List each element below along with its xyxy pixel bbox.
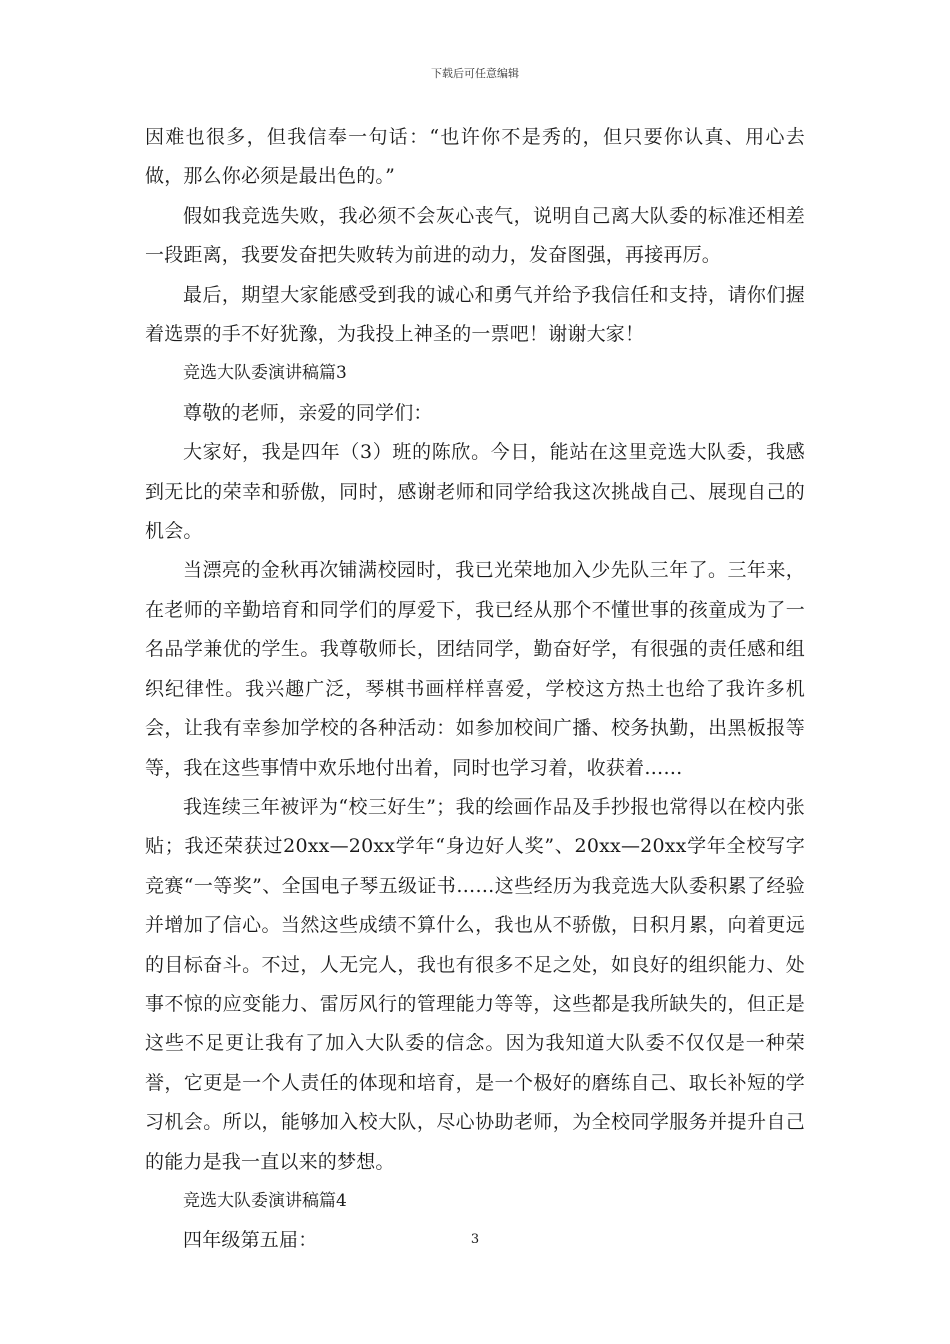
paragraph-introduction: 大家好，我是四年（3）班的陈欣。今日，能站在这里竞选大队委，我感到无比的荣幸和骄傲，同时，感谢老师和同学给我这次挑战自己、展现自己的机会。 [145,441,805,543]
section-heading-3: 竞选大队委演讲稿篇3 [183,363,347,384]
section-subtitle: 四年级第五届： [183,1229,318,1252]
section-heading-4: 竞选大队委演讲稿篇4 [183,1190,347,1211]
salutation: 尊敬的老师，亲爱的同学们： [183,401,433,424]
paragraph-continuation: 因难也很多，但我信奉一句话：“也许你不是秀的，但只要你认真、用心去做，那么你必须是最出色的。” [145,126,805,188]
header-note: 下载后可任意编辑 [431,67,519,80]
document-body [145,118,805,1261]
paragraph-closing: 最后，期望大家能感受到我的诚心和勇气并给予我信任和支持，请你们握着选票的手不好犹豫，为我投上神圣的一票吧！谢谢大家！ [145,283,805,346]
paragraph-experience: 当漂亮的金秋再次铺满校园时，我已光荣地加入少先队三年了。三年来，在老师的辛勤培育和同学们的厚爱下，我已经从那个不懂世事的孩童成为了一名品学兼优的学生。我尊敬师长，团结同学，勤奋好学，有很强的责任感和组织纪律性。我兴趣广泛，琴棋书画样样喜爱，学校这方热土也给了我许多机会，让我有幸参加学校的各种活动：如参加校间广播、校务执勤，出黑板报等等，我在这些事情中欢乐地付出着，同时也学习着，收获着…… [145,559,805,779]
paragraph-achievements: 我连续三年被评为“校三好生”；我的绘画作品及手抄报也常得以在校内张贴；我还荣获过20xx—20xx学年“身边好人奖”、20xx—20xx学年全校写字竞赛“一等奖”、全国电子琴五级证书……这些经历为我竞选大队委积累了经验并增加了信心。当然这些成绩不算什么，我也从不骄傲，日积月累，向着更远的目标奋斗。不过，人无完人，我也有很多不足之处，如良好的组织能力、处事不惊的应变能力、雷厉风行的管理能力等等，这些都是我所缺失的，但正是这些不足更让我有了加入大队委的信念。因为我知道大队委不仅仅是一种荣誉，它更是一个人责任的体现和培育，是一个极好的磨练自己、取长补短的学习机会。所以，能够加入校大队，尽心协助老师，为全校同学服务并提升自己的能力是我一直以来的梦想。 [145,795,805,1173]
page-number: 3 [470,1232,480,1247]
paragraph-failure: 假如我竞选失败，我必须不会灰心丧气，说明自己离大队委的标准还相差一段距离，我要发奋把失败转为前进的动力，发奋图强，再接再厉。 [145,204,805,267]
